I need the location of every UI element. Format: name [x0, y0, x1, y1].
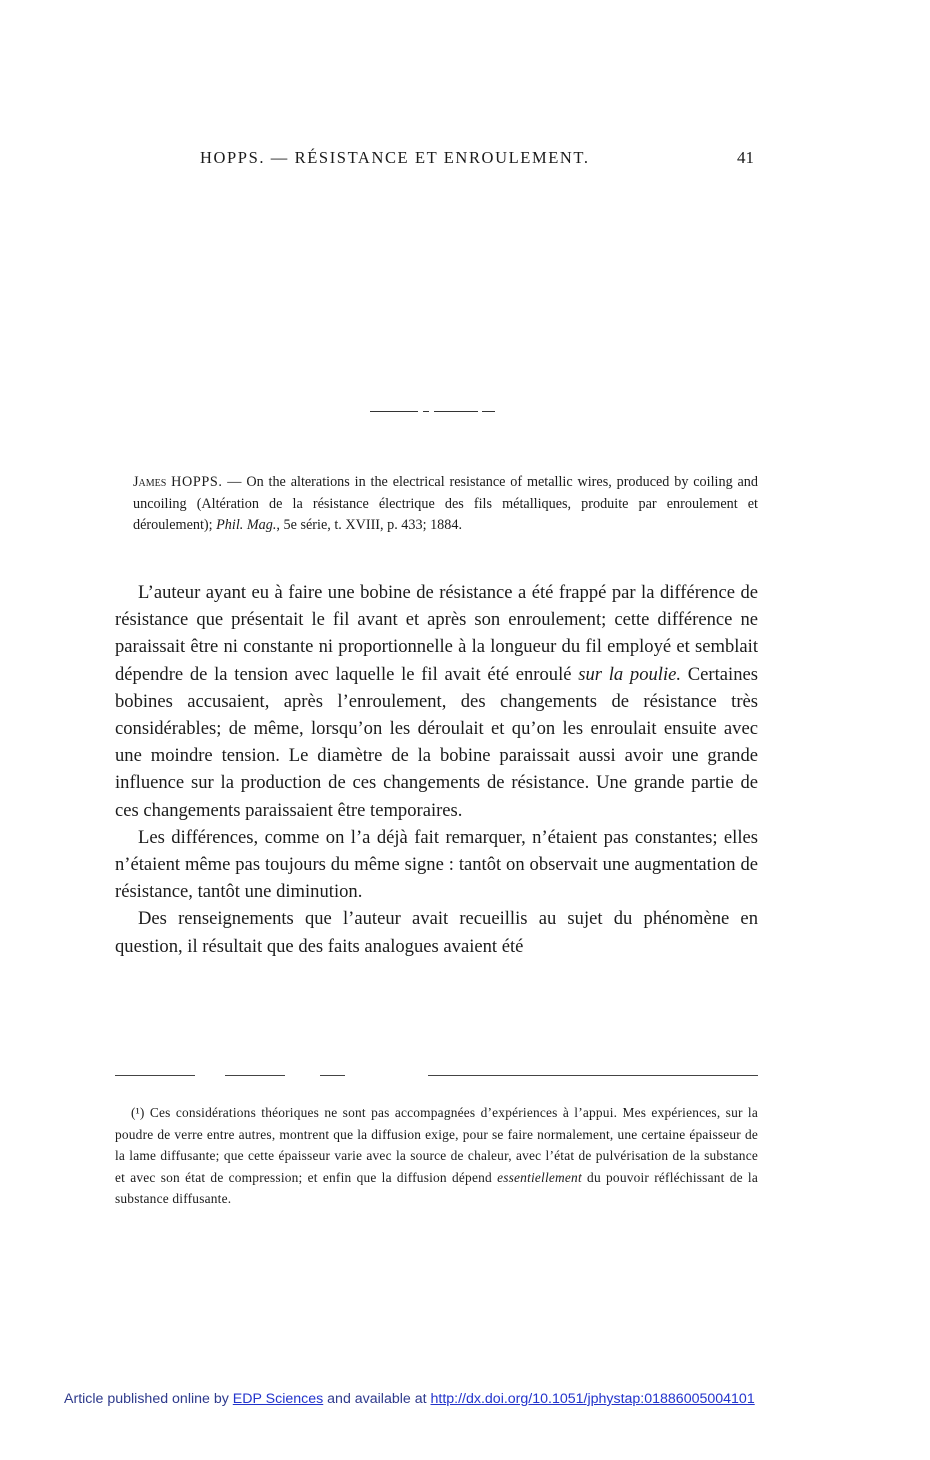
doi-link[interactable]: http://dx.doi.org/10.1051/jphystap:01886005004101 [430, 1391, 755, 1407]
running-title: HOPPS. — RÉSISTANCE ET ENROULEMENT. [200, 148, 590, 167]
citation-journal: Phil. Mag. [216, 517, 277, 533]
footnote-italic: essentiellement [497, 1169, 582, 1185]
body-paragraph: Les différences, comme on l’a déjà fait remarquer, n’étaient pas constantes; elles n’étaient même pas toujours du même signe : tantôt on observait une augmentation de résistance, tantôt une diminution. [115, 826, 758, 903]
running-head [0, 148, 930, 174]
footnote-marker: (¹) [131, 1105, 145, 1120]
citation-title-en: On the alterations in the electrical resistance of metallic wires, produced by coiling and uncoiling [133, 474, 758, 512]
citation-details: , 5e série, t. XVIII, p. 433; 1884. [276, 517, 463, 533]
citation-author-last: HOPPS. [171, 474, 223, 490]
body-paragraph: Des renseignements que l’auteur avait recueillis au sujet du phénomène en question, il résultait que des faits analogues avaient été [115, 908, 758, 957]
bibliographic-citation [118, 472, 758, 537]
citation-author-first: James [133, 474, 167, 490]
citation-dash: — [222, 474, 247, 490]
page-number: 41 [737, 148, 754, 167]
publisher-notice: Article published online by EDP Sciences and available at http://dx.doi.org/10.1051/jphystap:01886005004101 [64, 1391, 755, 1407]
article-body [115, 579, 758, 960]
italic-phrase: sur la poulie. [578, 663, 682, 685]
body-paragraph: L’auteur ayant eu à faire une bobine de résistance a été frappé par la différence de résistance que présentait le fil avant et après son enroulement; cette différence ne paraissait être ni constante ni proportionnelle à la longueur du fil employé et semblait dépendre de la tension avec laquelle le fil avait été enroulé sur la poulie. Certaines bobines accusaient, après l’enroulement, des changements de résistance très considérables; de même, lorsqu’on les déroulait et qu’on les enroulait ensuite avec une moindre tension. Le diamètre de la bobine paraissait aussi avoir une grande influence sur la production de ces changements de résistance. Une grande partie de ces changements paraissaient être temporaires. [115, 582, 758, 821]
footnote: (¹) Ces considérations théoriques ne sont pas accompagnées d’expériences à l’appui. Mes expériences, sur la poudre de verre entre autres, montrent que la diffusion exige, pour se faire normalement, une certaine épaisseur de la lame diffusante; que cette épaisseur varie avec la source de chaleur, avec l’état de pulvérisation de la substance et avec son état de compression; et enfin que la diffusion dépend essentiellement du pouvoir réfléchissant de la substance diffusante. [115, 1105, 758, 1206]
citation-title-fr: (Altération de la résistance électrique des fils métalliques, produite par enroulement et déroulement); [133, 495, 758, 533]
publisher-link[interactable]: EDP Sciences [232, 1391, 324, 1407]
footnote-rule [115, 1075, 758, 1077]
section-separator [370, 411, 495, 413]
